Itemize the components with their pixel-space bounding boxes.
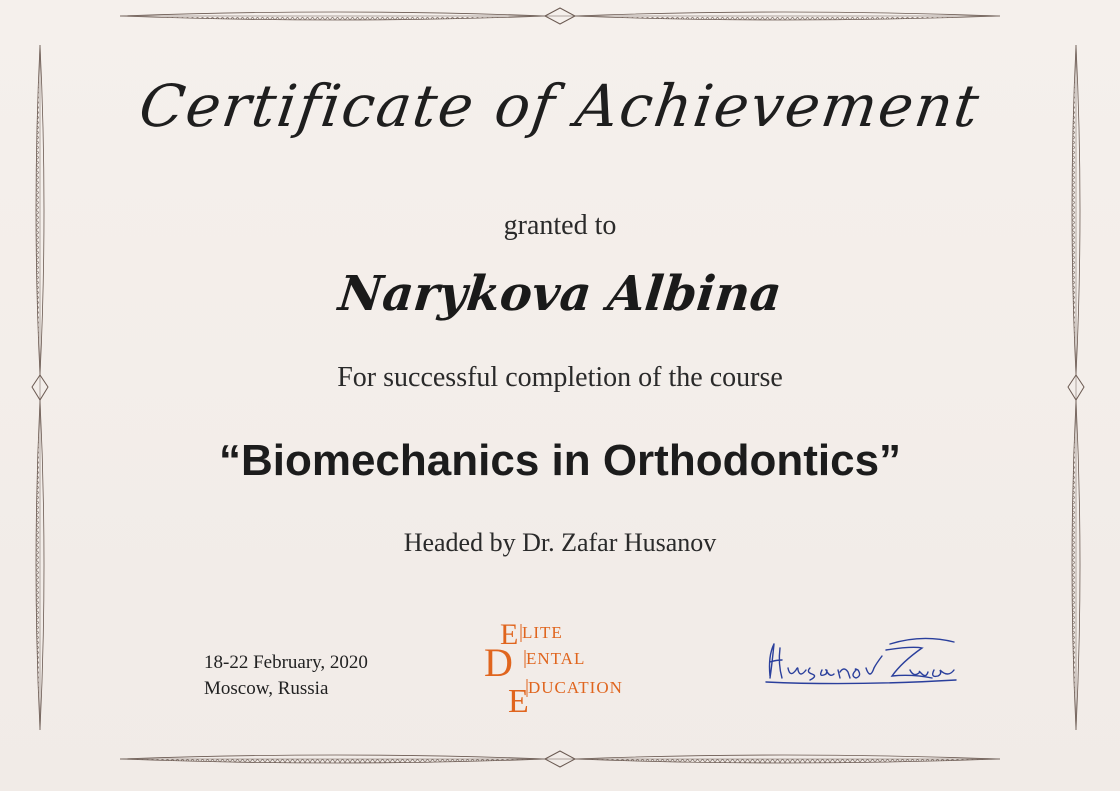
logo-letter-e2: E bbox=[508, 683, 529, 718]
top-border bbox=[120, 8, 1000, 24]
logo-word-ducation: DUCATION bbox=[528, 678, 623, 697]
completion-text: For successful completion of the course bbox=[337, 362, 783, 393]
recipient-name: Narykova Albina bbox=[335, 266, 785, 322]
course-date: 18-22 February, 2020 bbox=[204, 652, 368, 673]
course-title: “Biomechanics in Orthodontics” bbox=[218, 436, 902, 485]
logo-letter-e1: E bbox=[500, 618, 519, 651]
granted-to-label: granted to bbox=[503, 210, 617, 241]
certificate-title: Certificate of Achievement bbox=[135, 72, 985, 140]
headed-by-text: Headed by Dr. Zafar Husanov bbox=[403, 528, 717, 557]
signature bbox=[762, 626, 962, 696]
course-location: Moscow, Russia bbox=[204, 678, 329, 699]
elite-dental-education-logo bbox=[468, 618, 668, 718]
logo-word-ental: ENTAL bbox=[526, 649, 586, 668]
logo-word-lite: LITE bbox=[522, 623, 563, 642]
bottom-border bbox=[120, 751, 1000, 767]
logo-letter-d: D bbox=[484, 640, 513, 685]
